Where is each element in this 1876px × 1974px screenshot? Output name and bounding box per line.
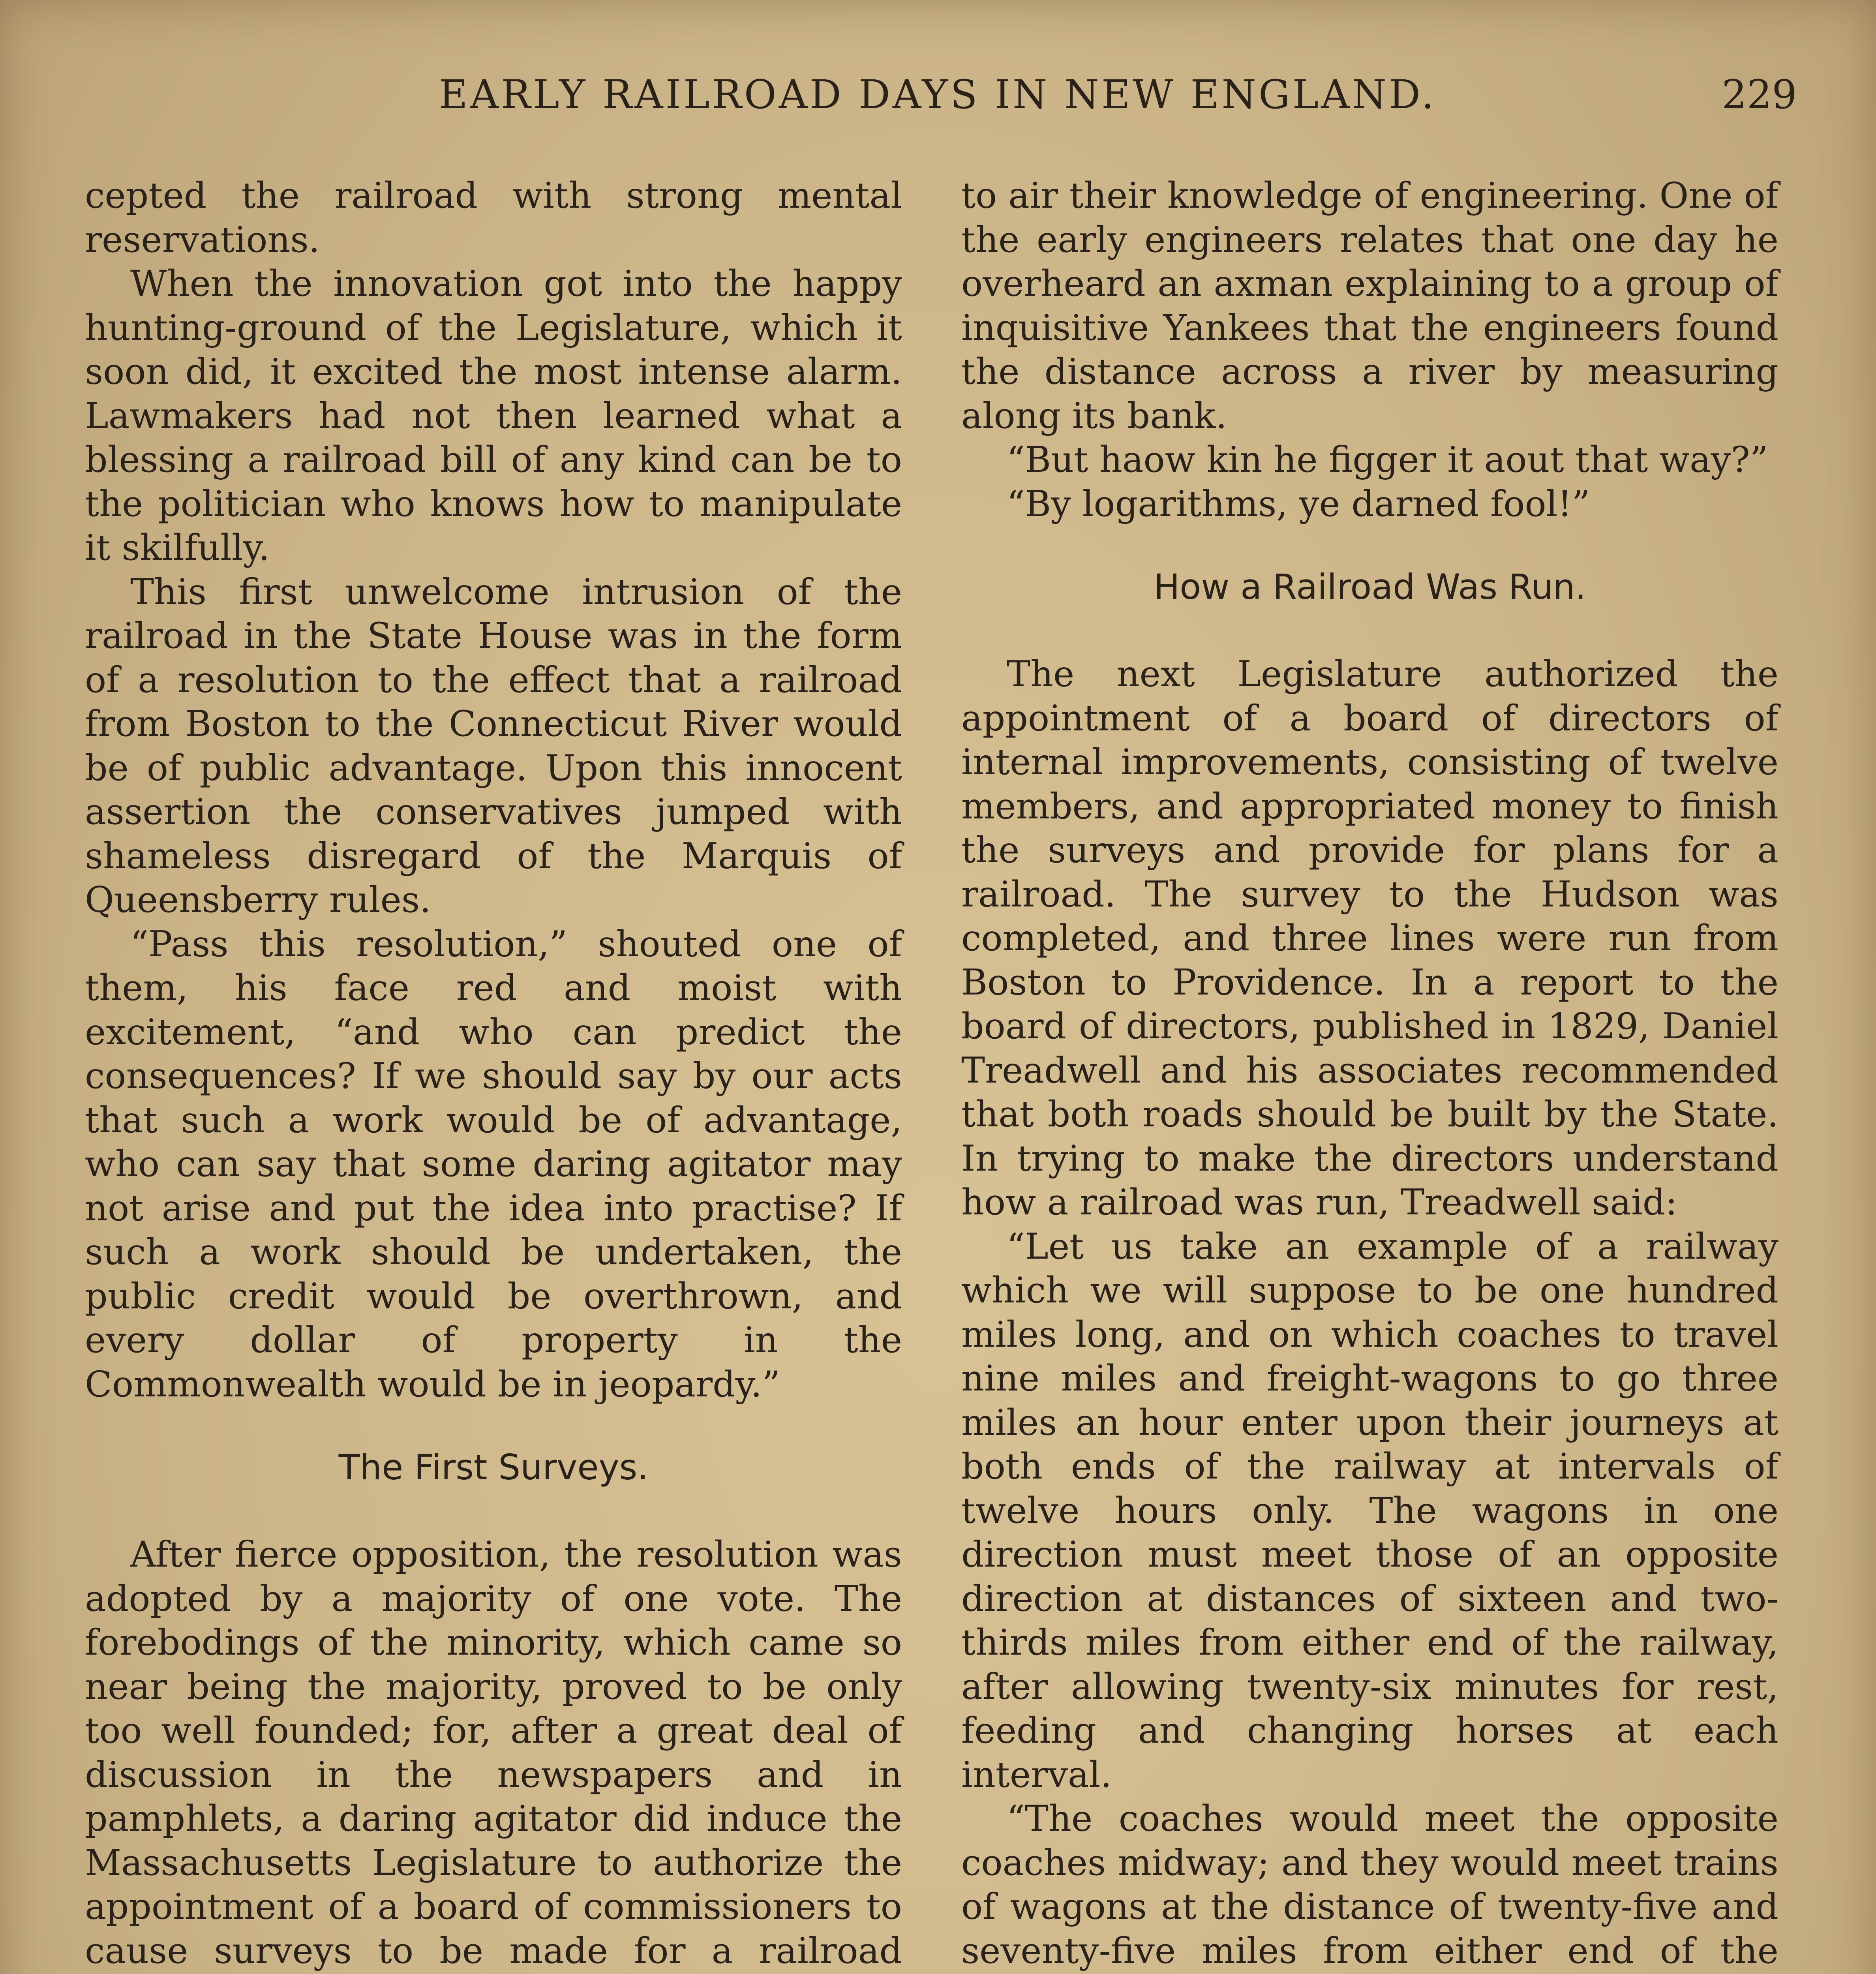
paragraph: When the innovation got into the happy hunting-ground of the Legislature, which it soon did, it excited the most intense alarm. Lawmakers had not then learned what a blessing a railroad bill of any kind can be to the politician who knows how to manipulate it skilfully. — [85, 263, 902, 569]
paragraph: “Pass this resolution,” shouted one of them, his face red and moist with excitement, “and who can predict the consequences? If we should say by our acts that such a work would be of advantage, who can say that some daring agitator may not arise and put the idea into practise? If such a work should be undertaken, the public credit would be overthrown, and every dollar of property in the Commonwealth would be in jeopardy.” — [85, 923, 902, 1405]
section-heading-first-surveys: The First Surveys. — [338, 1447, 649, 1488]
paragraph: After fierce opposition, the resolution was adopted by a majority of one vote. The forebodings of the minority, which came so near being the majority, proved to be only too well founded; for, after a great deal of discussion in the newspapers and in pamphlets, a daring agitator did induce the Massachusetts Legislature to authorize the appointment of a board of commissioners to cause surveys to be made for a railroad — [85, 1534, 902, 1972]
section-heading-how-railroad-was-run: How a Railroad Was Run. — [1154, 567, 1586, 607]
right-column — [961, 174, 1778, 1974]
paragraph: “The coaches would meet the opposite coaches midway; and they would meet trains of wagons at the distance of twenty-five and seventy-five miles from either end of the — [961, 1798, 1778, 1972]
paragraph: The next Legislature authorized the appointment of a board of directors of internal improvements, consisting of twelve members, and appropriated money to finish the surveys and provide for plans for a railroad. The survey to the Hudson was completed, and three lines were run from Boston to Providence. In a report to the board of directors, published in 1829, Daniel Treadwell and his associates recommended that both roads should be built by the State. In trying to make the directors understand how a railroad was run, Treadwell said: — [961, 653, 1778, 1223]
paragraph: “By logarithms, ye darned fool!” — [1007, 483, 1590, 525]
left-column — [85, 174, 902, 1974]
running-head-title: EARLY RAILROAD DAYS IN NEW ENGLAND. — [439, 71, 1437, 118]
paragraph: “Let us take an example of a railway which we will suppose to be one hundred miles long, and on which coaches to travel nine miles and freight-wagons to go three miles an hour enter upon their journeys at both ends of the railway at intervals of twelve hours only. The wagons in one direction must meet those of an opposite direction at distances of sixteen and two-thirds miles from either end of the railway, after allowing twenty-six minutes for rest, feeding and changing horses at each interval. — [961, 1225, 1778, 1796]
paragraph: This first unwelcome intrusion of the railroad in the State House was in the form of a resolution to the effect that a railroad from Boston to the Connecticut River would be of public advantage. Upon this innocent assertion the conservatives jumped with shameless disregard of the Marquis of Queensberry rules. — [85, 571, 902, 921]
paragraph: “But haow kin he figger it aout that way?” — [1007, 439, 1768, 480]
paragraph: to air their knowledge of engineering. One of the early engineers relates that one day he overheard an axman explaining to a group of inquisitive Yankees that the engineers found the distance across a river by measuring along its bank. — [961, 175, 1778, 437]
paragraph: cepted the railroad with strong mental reservations. — [85, 175, 902, 261]
page-number: 229 — [1722, 71, 1797, 118]
